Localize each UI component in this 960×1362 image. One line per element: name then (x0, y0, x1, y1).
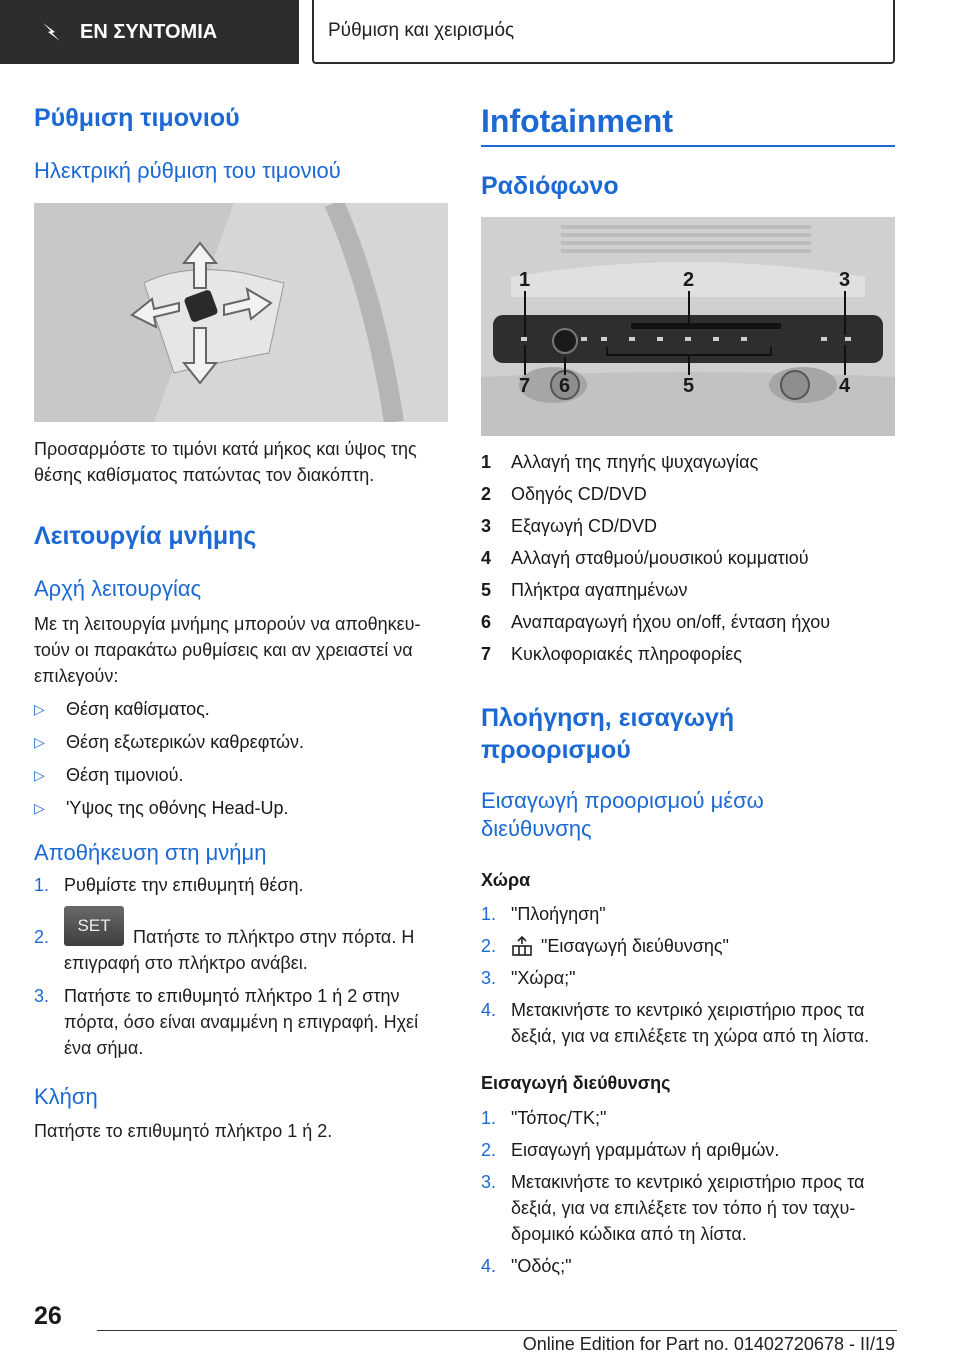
legend-item: 5 Πλήκτρα αγαπημένων (481, 580, 688, 600)
subheading-address-line-2: διεύθυνσης (481, 816, 592, 841)
tab-label: ΕΝ ΣΥΝΤΟΜΙΑ (80, 20, 218, 43)
callout-3: 3 (839, 269, 851, 291)
subheading-recall: Κλήση (34, 1084, 98, 1109)
address-entry-icon (511, 933, 541, 959)
heading-navigation-line-1: Πλοήγηση, εισαγωγή (481, 704, 735, 732)
callout-6: 6 (559, 375, 571, 397)
country-step-4-line-2: δεξιά, για να επιλέξετε τη χώρα από τη λίστα. (511, 1026, 870, 1046)
subheading-address-line-1: Εισαγωγή προορισμού μέσω (481, 788, 764, 813)
callout-4: 4 (839, 375, 851, 397)
subheading-electric-steering: Ηλεκτρική ρύθμιση του τιμονιού (34, 158, 341, 183)
address-step-4: 4. "Οδός;" (481, 1256, 572, 1276)
memory-text-line-3: επιλεγούν: (34, 666, 119, 686)
bullet-triangle-icon: ▷ (34, 734, 45, 750)
memory-text-line-2: τούν οι παρακάτω ρυθμίσεις και αν χρειαστεί να (34, 640, 413, 660)
page-number: 26 (34, 1302, 62, 1330)
callout-5: 5 (683, 375, 695, 397)
legend-item: 6 Αναπαραγωγή ήχου on/off, ένταση ήχου (481, 612, 831, 632)
steering-description: Προσαρμόστε το τιμόνι κατά μήκος και ύψος της θέσης καθίσματος πατώντας τον διακόπτη. (34, 439, 417, 485)
section-title: Ρύθμιση και χειρισμός (328, 20, 515, 41)
heading-memory: Λειτουργία μνήμης (34, 522, 257, 550)
callout-1: 1 (519, 269, 531, 291)
store-step-3-line-2: πόρτα, όσο είναι αναμμένη η επιγραφή. Ηχεί (64, 1012, 419, 1032)
list-item: ▷ Θέση εξωτερικών καθρεφτών. (34, 729, 304, 755)
store-step-2-line-2: επιγραφή στο πλήκτρο ανάβει. (64, 953, 308, 973)
store-step-3-line-3: ένα σήμα. (64, 1038, 144, 1058)
memory-text-line-1: Με τη λειτουργία μνήμης μπορούν να αποθηκευ- (34, 614, 421, 634)
bullet-triangle-icon: ▷ (34, 767, 45, 783)
bullet-triangle-icon: ▷ (34, 800, 45, 816)
callout-7: 7 (519, 375, 531, 397)
legend-item: 2 Οδηγός CD/DVD (481, 484, 647, 504)
address-step-3: 3. Μετακινήστε το κεντρικό χειριστήριο προς τα (481, 1172, 865, 1192)
quick-reference-tab[interactable] (0, 0, 299, 64)
radio-panel-figure (481, 217, 895, 436)
list-item: ▷ Θέση καθίσματος. (34, 696, 210, 722)
heading-steering: Ρύθμιση τιμονιού (34, 104, 240, 132)
set-button: SET (64, 906, 124, 946)
store-step-1: 1. Ρυθμίστε την επιθυμητή θέση. (34, 875, 304, 895)
address-heading: Εισαγωγή διεύθυνσης (481, 1073, 671, 1093)
legend-item: 7 Κυκλοφοριακές πληροφορίες (481, 644, 742, 664)
list-item: ▷ 'Υψος της οθόνης Head-Up. (34, 795, 289, 821)
bolt-icon (40, 20, 64, 44)
address-step-3-line-2: δεξιά, για να επιλέξετε τον τόπο ή τον ταχυ- (511, 1198, 856, 1218)
country-step-2: 2. "Εισαγωγή διεύθυνσης" (481, 933, 729, 959)
subheading-radio: Ραδιόφωνο (481, 172, 619, 200)
address-step-1: 1. "Τόπος/ΤΚ;" (481, 1108, 607, 1128)
section-header (312, 0, 895, 64)
legend-item: 1 Αλλαγή της πηγής ψυχαγωγίας (481, 452, 759, 472)
country-heading: Χώρα (481, 870, 531, 890)
subheading-store: Αποθήκευση στη μνήμη (34, 840, 267, 865)
edition-text: Online Edition for Part no. 01402720678 - II/19 (522, 1334, 895, 1354)
heading-infotainment: Infotainment (481, 103, 673, 139)
callout-2: 2 (683, 269, 695, 291)
legend-item: 3 Εξαγωγή CD/DVD (481, 516, 658, 536)
address-step-3-line-3: δρομικό κώδικα από τη λίστα. (511, 1224, 747, 1244)
list-item: ▷ Θέση τιμονιού. (34, 762, 184, 788)
country-step-1: 1. "Πλοήγηση" (481, 904, 606, 924)
recall-text: Πατήστε το επιθυμητό πλήκτρο 1 ή 2. (34, 1121, 333, 1141)
store-step-2-line-1: Πατήστε το πλήκτρο στην πόρτα. Η (133, 927, 415, 947)
country-step-4: 4. Μετακινήστε το κεντρικό χειριστήριο προς τα (481, 1000, 865, 1020)
store-step-3: 3. Πατήστε το επιθυμητό πλήκτρο 1 ή 2 στην (34, 986, 400, 1006)
store-step-2: 2. (34, 927, 50, 947)
country-step-3: 3. "Χώρα;" (481, 968, 576, 988)
legend-item: 4 Αλλαγή σταθμού/μουσικού κομματιού (481, 548, 809, 568)
address-step-2: 2. Εισαγωγή γραμμάτων ή αριθμών. (481, 1140, 780, 1160)
subheading-principle: Αρχή λειτουργίας (34, 576, 202, 601)
footer-rule (97, 1330, 897, 1331)
steering-adjust-figure (34, 203, 448, 422)
heading-navigation-line-2: προορισμού (481, 736, 631, 764)
heading-rule (481, 145, 895, 147)
bullet-triangle-icon: ▷ (34, 701, 45, 717)
